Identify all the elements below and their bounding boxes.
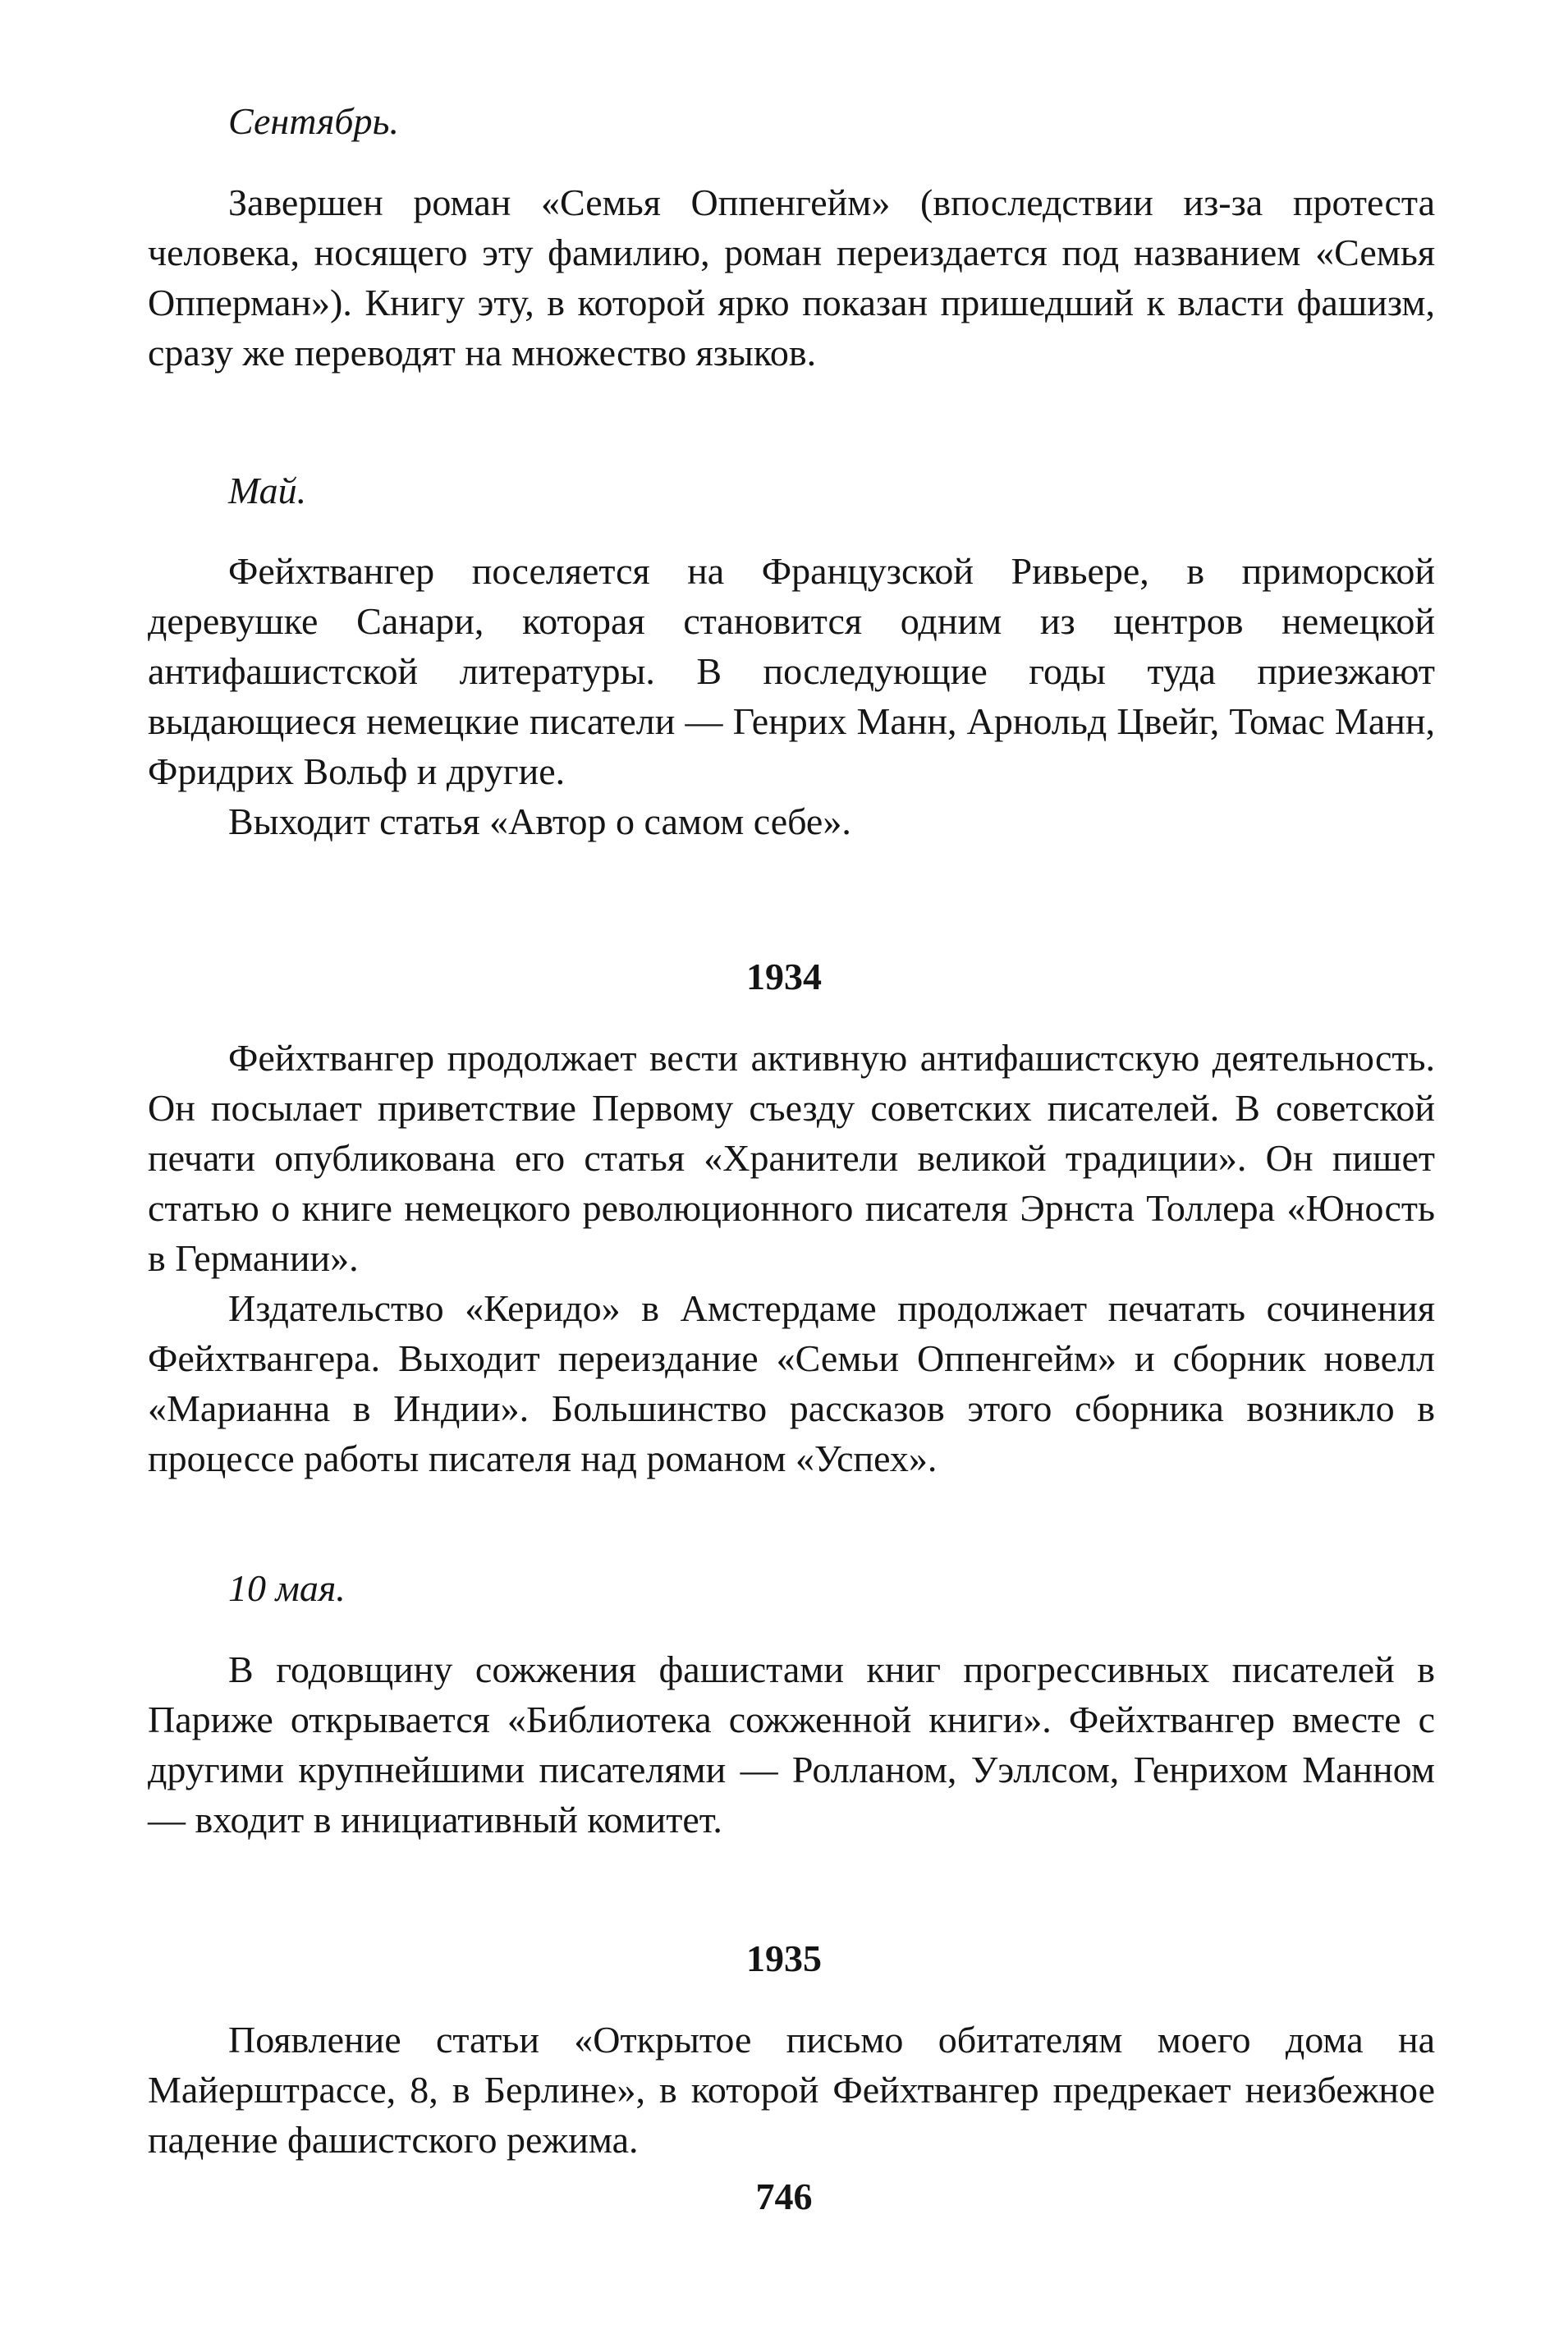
paragraph-text: В годовщину сожжения фашистами книг прогрессивных писателей в Париже открывается «Библиотека сожженной книги». Фейхтвангер вместе с другими крупнейшими писателями — Ролланом, Уэллсом, Генрихом Манном — входит в инициативный комитет.: [148, 1648, 1435, 1841]
paragraph-may-sanary: [148, 546, 1435, 846]
paragraph-1935-letter: [148, 2015, 1435, 2165]
page-number: 746: [755, 2175, 813, 2217]
paragraph-text: Фейхтвангер продолжает вести активную антифашистскую деятельность. Он посылает приветствие Первому съезду советских писателей. В советской печати опубликована его статья «Хранители великой традиции». Он пишет статью о книге немецкого революционного писателя Эрнста Толлера «Юность в Германии».: [148, 1037, 1435, 1279]
paragraph-may-10-library: [148, 1644, 1435, 1845]
paragraph-september-novel: [148, 177, 1435, 378]
paragraphs-1934: [148, 1033, 1435, 1483]
paragraph-text: Завершен роман «Семья Оппенгейм» (впоследствии из-за протеста человека, носящего эту фамилию, роман переиздается под названием «Семья Опперман»). Книгу эту, в которой ярко показан пришедший к власти фашизм, сразу же переводят на множество языков.: [148, 181, 1435, 374]
entry-date-september: Сентябрь.: [228, 100, 399, 142]
paragraph-text: Издательство «Керидо» в Амстердаме продолжает печатать сочинения Фейхтвангера. Выходит переиздание «Семьи Оппенгейм» и сборник новелл «Марианна в Индии». Большинство рассказов этого сборника возникло в процессе работы писателя над романом «Успех».: [148, 1287, 1435, 1479]
paragraph-text: Появление статьи «Открытое письмо обитателям моего дома на Майерштрассе, 8, в Берлине», в которой Фейхтвангер предрекает неизбежное падение фашистского режима.: [148, 2019, 1435, 2161]
year-heading-1935: 1935: [746, 1937, 822, 1979]
entry-date-may-10: 10 мая.: [228, 1567, 346, 1609]
paragraph-text: Выходит статья «Автор о самом себе».: [228, 800, 851, 842]
entry-date-may: Май.: [228, 470, 307, 511]
year-heading-1934: 1934: [746, 956, 822, 997]
paragraph-text: Фейхтвангер поселяется на Французской Ривьере, в приморской деревушке Санари, которая становится одним из центров немецкой антифашистской литературы. В последующие годы туда приезжают выдающиеся немецкие писатели — Генрих Манн, Арнольд Цвейг, Томас Манн, Фридрих Вольф и другие.: [148, 550, 1435, 792]
